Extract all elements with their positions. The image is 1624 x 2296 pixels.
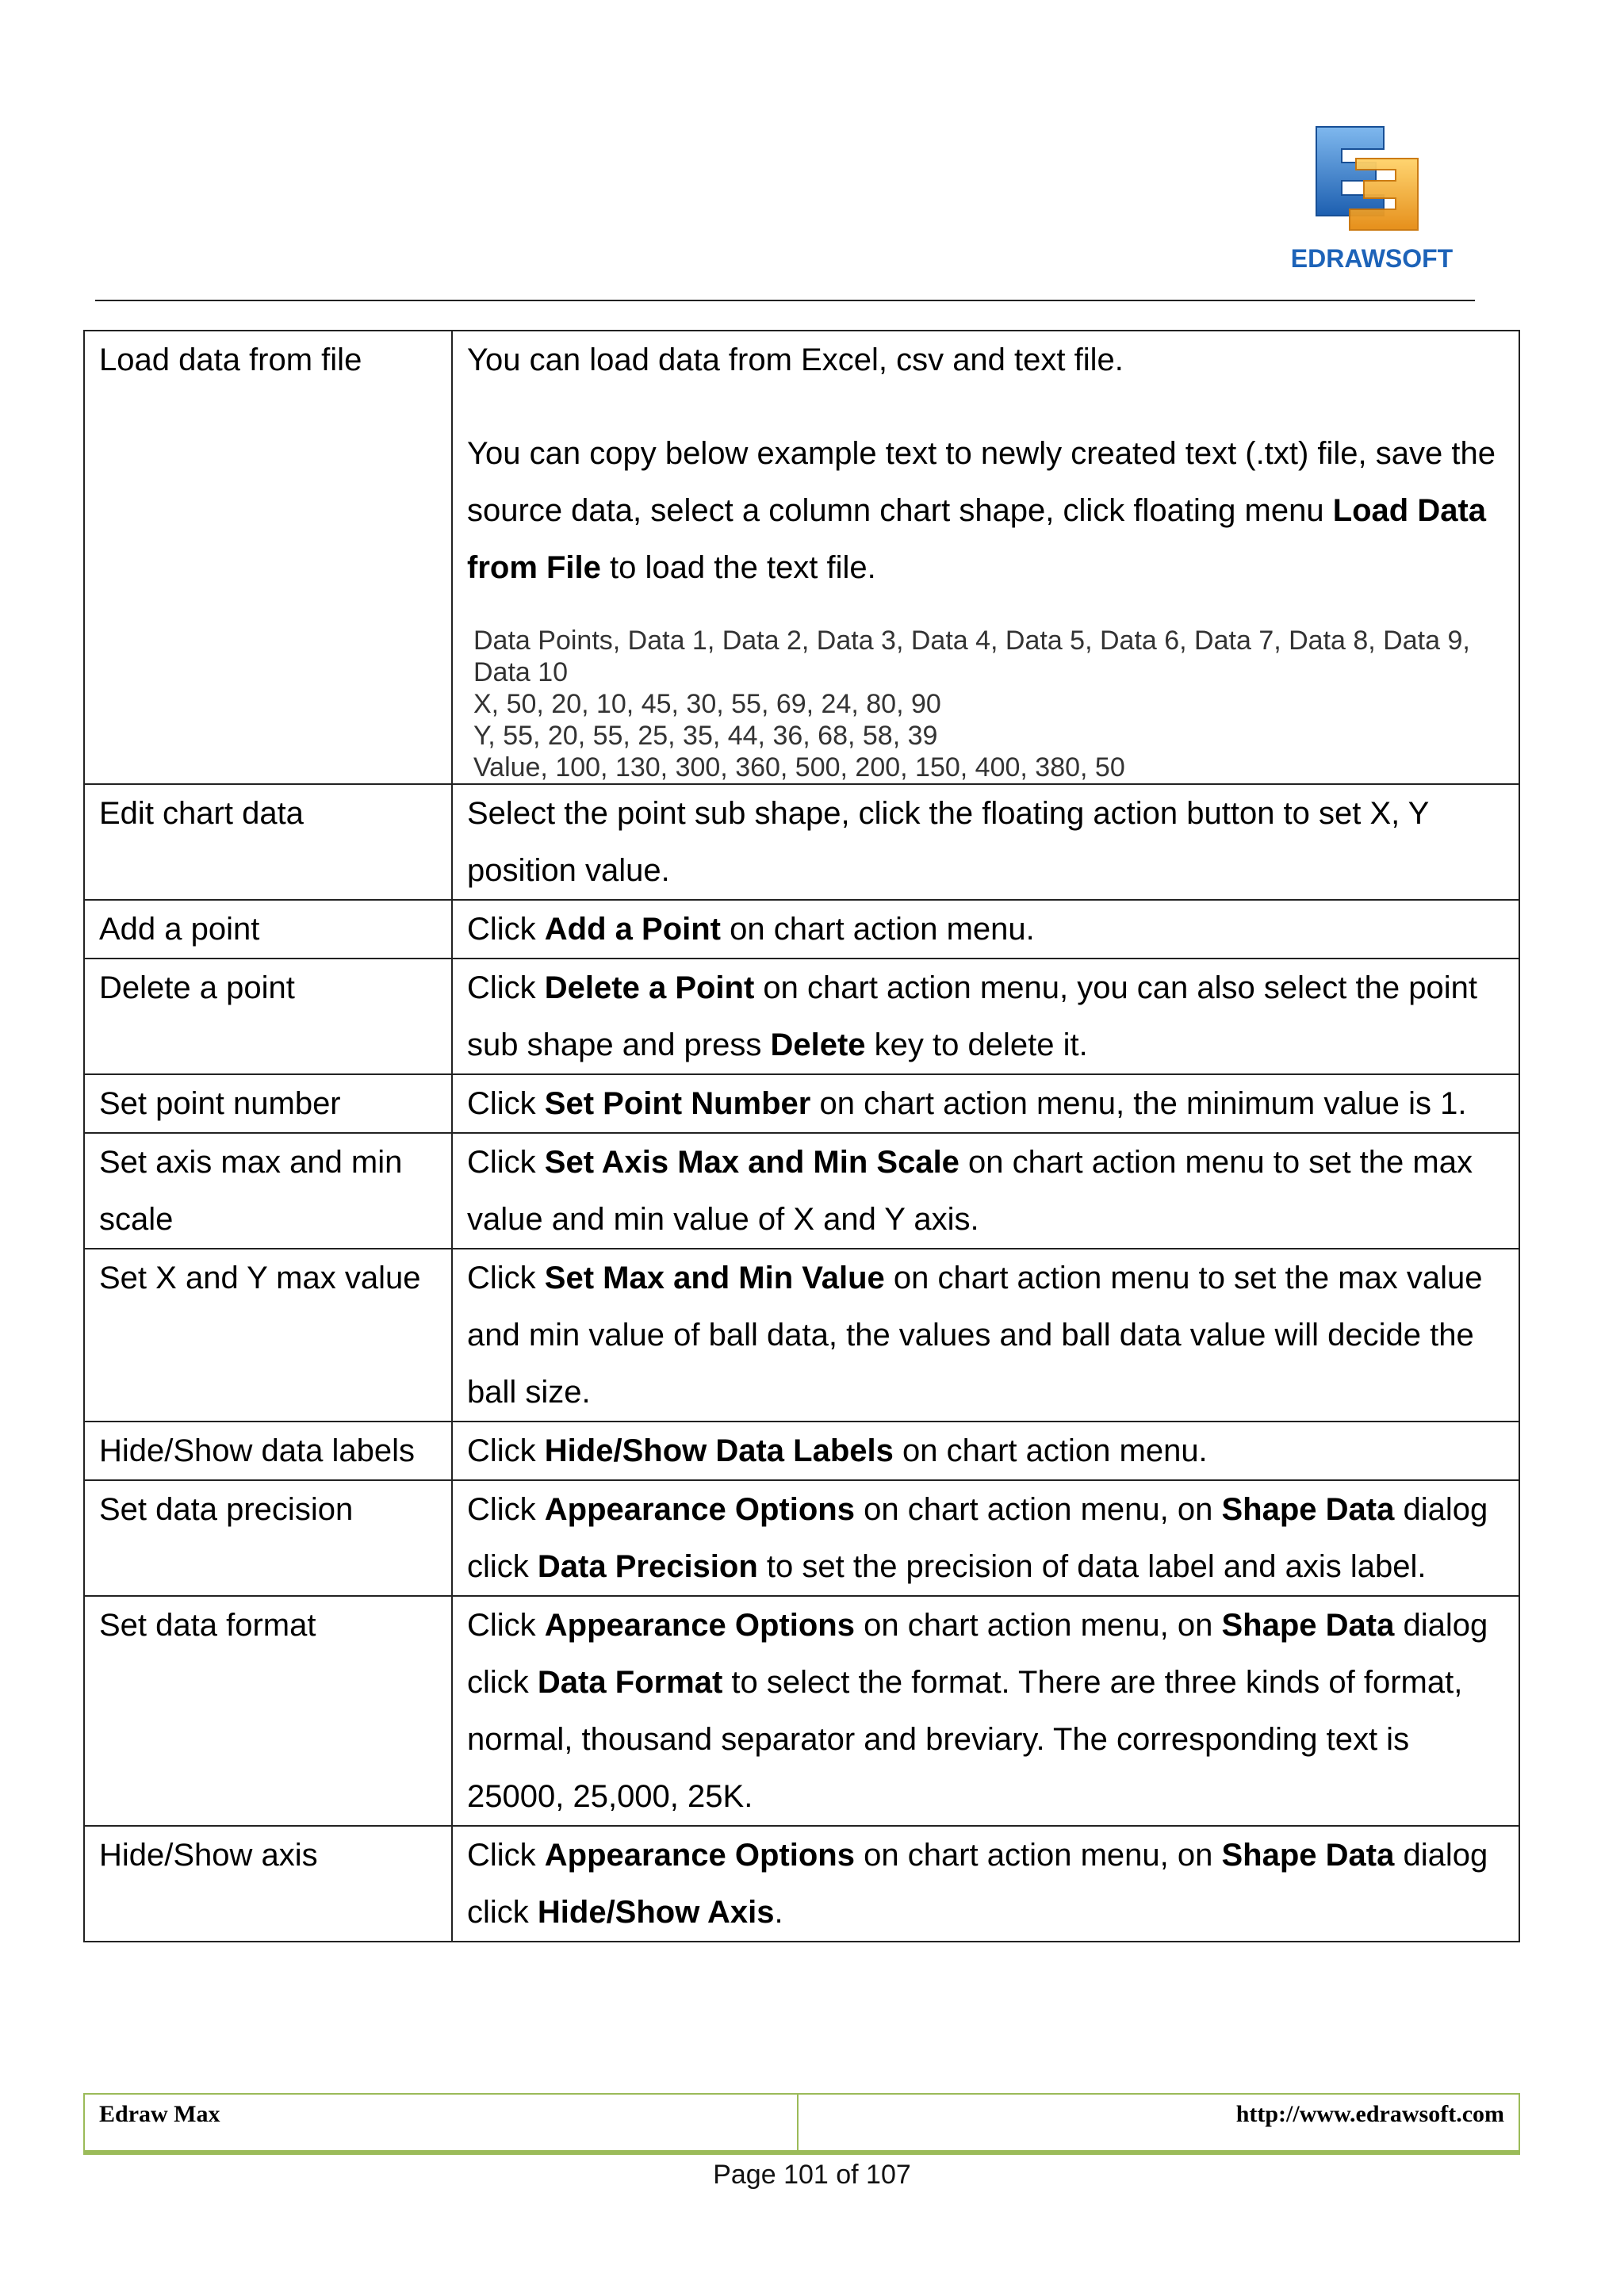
- footer-website: http://www.edrawsoft.com: [1235, 2101, 1504, 2127]
- feature-name: Set point number: [84, 1074, 452, 1133]
- table-row: [84, 959, 1519, 1074]
- sample-line: Value, 100, 130, 300, 360, 500, 200, 150, 400, 380, 50: [473, 752, 1125, 783]
- feature-description: Click Hide/Show Data Labels on chart action menu.: [452, 1422, 1519, 1480]
- table-row: [84, 1249, 1519, 1422]
- edrawsoft-logo: [1269, 111, 1475, 285]
- feature-description: Click Delete a Point on chart action menu, you can also select the point sub shape and press Delete key to delete it.: [452, 959, 1519, 1074]
- table-row: [84, 1826, 1519, 1942]
- table-row: [84, 1480, 1519, 1596]
- feature-name: Hide/Show axis: [84, 1826, 452, 1942]
- logo-text: EDRAWSOFT: [1290, 244, 1454, 273]
- feature-name: Set X and Y max value: [84, 1249, 452, 1422]
- feature-table: [83, 330, 1520, 1942]
- sample-line: Y, 55, 20, 55, 25, 35, 44, 36, 68, 58, 39: [473, 721, 938, 751]
- feature-description: Click Appearance Options on chart action menu, on Shape Data dialog click Data Format to select the format. There are three kinds of format, normal, thousand separator and breviary. The corresponding text is 25000, 25,000, 25K.: [452, 1596, 1519, 1826]
- feature-name: Add a point: [84, 900, 452, 959]
- table-row: [84, 784, 1519, 900]
- edrawsoft-logo-icon: [1308, 119, 1427, 238]
- feature-name: Hide/Show data labels: [84, 1422, 452, 1480]
- feature-name: Delete a point: [84, 959, 452, 1074]
- feature-description: Click Appearance Options on chart action menu, on Shape Data dialog click Hide/Show Axis.: [452, 1826, 1519, 1942]
- table-row: [84, 1422, 1519, 1480]
- sample-line: X, 50, 20, 10, 45, 30, 55, 69, 24, 80, 90: [473, 689, 941, 719]
- feature-name: Load data from file: [84, 331, 452, 784]
- table-row: [84, 1133, 1519, 1249]
- header-divider: [95, 300, 1475, 301]
- table-row: [84, 331, 1519, 784]
- footer-product-name: Edraw Max: [85, 2095, 799, 2150]
- feature-description: Click Appearance Options on chart action menu, on Shape Data dialog click Data Precision to set the precision of data label and axis label.: [452, 1480, 1519, 1596]
- feature-description: [452, 331, 1519, 784]
- description-text: You can copy below example text to newly created text (.txt) file, save the source data, select a column chart shape, click floating menu Load Data from File to load the text file.: [467, 436, 1496, 585]
- table-row: [84, 1074, 1519, 1133]
- page-number: Page 101 of 107: [713, 2160, 911, 2190]
- sample-data: [473, 625, 1504, 783]
- feature-description: Click Set Point Number on chart action menu, the minimum value is 1.: [452, 1074, 1519, 1133]
- feature-name: Set axis max and min scale: [84, 1133, 452, 1249]
- feature-name: Set data precision: [84, 1480, 452, 1596]
- feature-name: Set data format: [84, 1596, 452, 1826]
- table-row: [84, 900, 1519, 959]
- feature-description: Click Set Axis Max and Min Scale on chart action menu to set the max value and min value of X and Y axis.: [452, 1133, 1519, 1249]
- page-footer: [83, 2093, 1520, 2155]
- feature-description: Click Add a Point on chart action menu.: [452, 900, 1519, 959]
- sample-line: Data Points, Data 1, Data 2, Data 3, Data 4, Data 5, Data 6, Data 7, Data 8, Data 9, Data 10: [473, 626, 1470, 687]
- feature-description: Click Set Max and Min Value on chart action menu to set the max value and min value of ball data, the values and ball data value will decide the ball size.: [452, 1249, 1519, 1422]
- feature-description: Select the point sub shape, click the floating action button to set X, Y position value.: [452, 784, 1519, 900]
- description-text: You can load data from Excel, csv and text file.: [467, 342, 1124, 377]
- table-row: [84, 1596, 1519, 1826]
- feature-name: Edit chart data: [84, 784, 452, 900]
